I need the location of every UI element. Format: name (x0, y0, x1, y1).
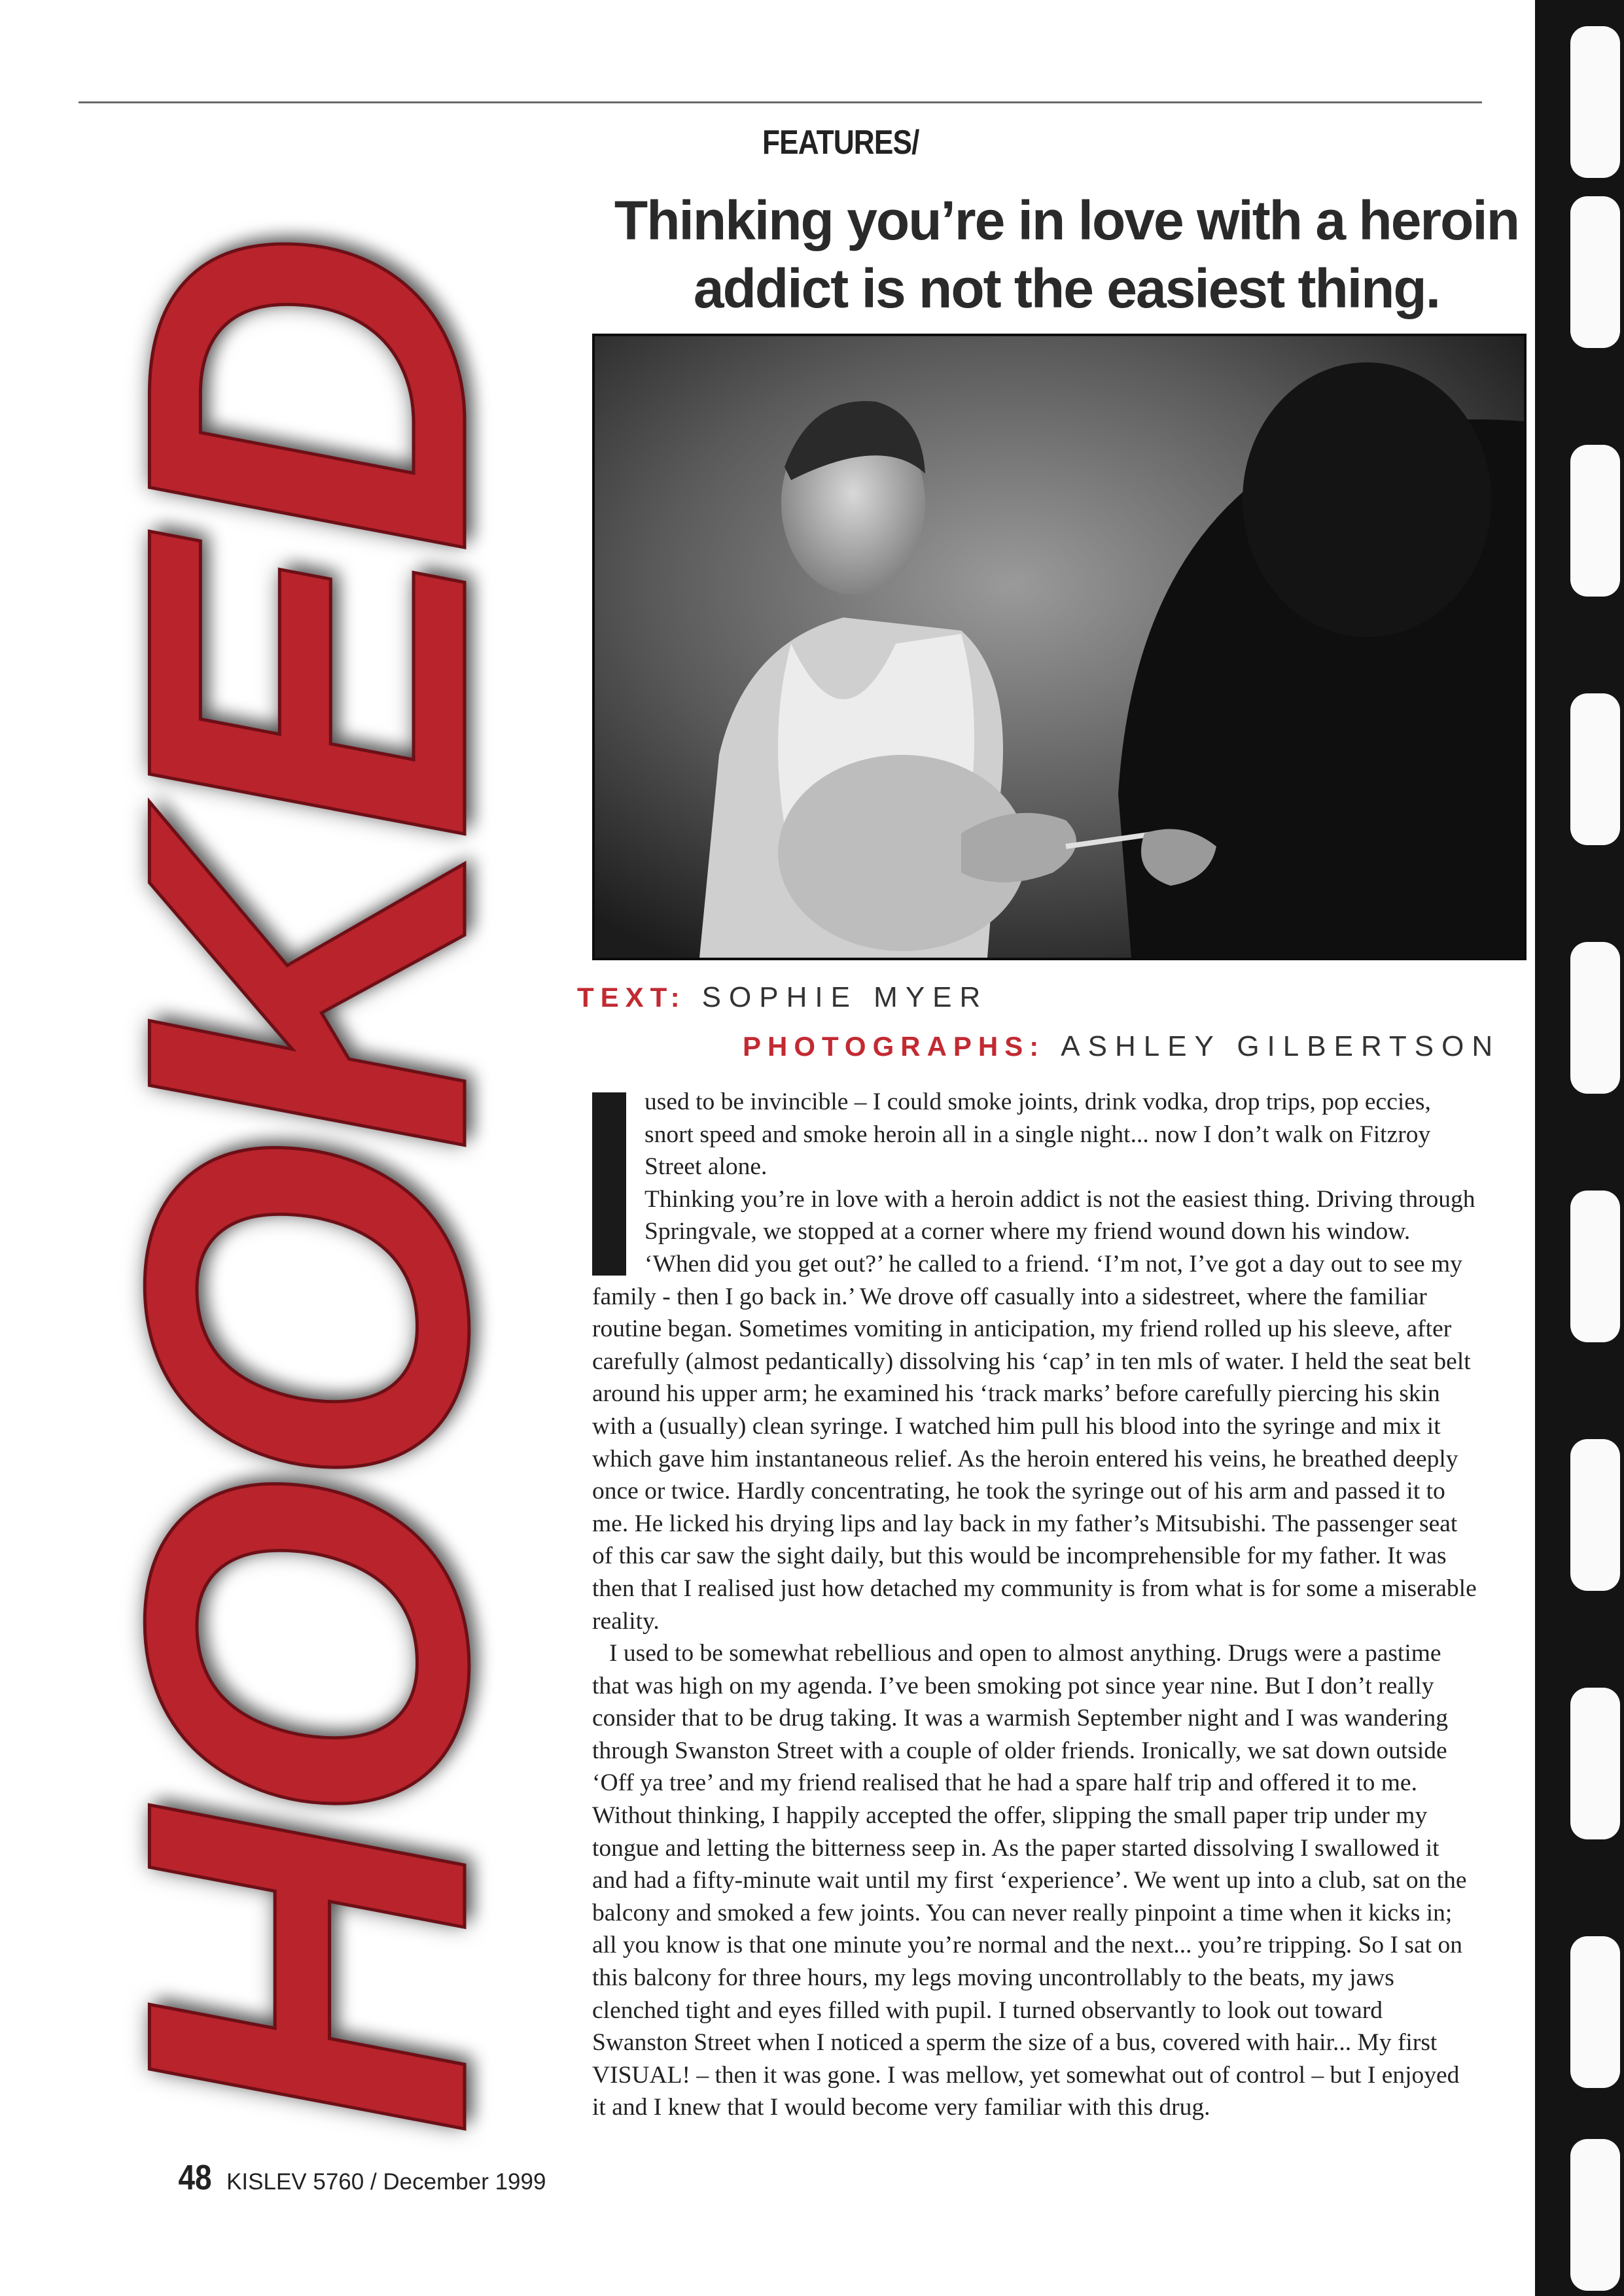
page-number: 48 (178, 2158, 212, 2197)
article-paragraph-2: Thinking you’re in love with a heroin addict is not the easiest thing. Driving through Springvale, we stopped at a corner where my friend wound down his window. ‘When did you get out?’ he called to a friend. ‘I’m not, I’ve got a day out to see my family - then I go back in.’ We drove off casually into a sidestreet, where the familiar routine began. Sometimes vomiting in anticipation, my friend rolled up his sleeve, after carefully (almost pedantically) dissolving his ‘cap’ in ten mls of water. I held the seat belt around his upper arm; he examined his ‘track marks’ before carefully piercing his skin with a (usually) clean syringe. I watched him pull his blood into the syringe and mix it which gave him instantaneous relief. As the heroin entered his veins, he breathed deeply once or twice. Hardly concentrating, he took the syringe out of his arm and passed it to me. He licked his drying lips and lay back in my father’s Mitsubishi. The passenger seat of this car saw the sight daily, but this would be incomprehensible for my father. It was then that I realised just how detached my community is from what is for some a miserable reality. (592, 1185, 1477, 1635)
top-rule (79, 101, 1482, 103)
feature-photograph (592, 334, 1527, 960)
page-footer (175, 2157, 546, 2198)
film-strip-border (1535, 0, 1624, 2296)
credit-text-label: TEXT: (577, 982, 686, 1013)
film-sprocket (1570, 196, 1620, 348)
film-sprocket (1570, 2139, 1620, 2291)
credit-text-name: SOPHIE MYER (701, 981, 989, 1013)
film-sprocket (1570, 942, 1620, 1094)
section-label: FEATURES/ (762, 124, 919, 162)
film-sprocket (1570, 1688, 1620, 1839)
drop-cap-i (592, 1092, 626, 1276)
article-body (592, 1086, 1479, 2124)
masthead-text: HOOKED (50, 244, 562, 2137)
issue-info: KISLEV 5760 / December 1999 (226, 2169, 546, 2195)
credit-photo-name: ASHLEY GILBERTSON (1061, 1030, 1501, 1062)
headline-line-1: Thinking you’re in love with a heroin (614, 190, 1519, 251)
headline-line-2: addict is not the easiest thing. (693, 258, 1440, 319)
film-sprocket (1570, 693, 1620, 845)
article-paragraph-1: used to be invincible – I could smoke joints, drink vodka, drop trips, pop eccies, snort speed and smoke heroin all in a single night... now I don’t walk on Fitzroy Street alone. (644, 1088, 1431, 1181)
film-sprocket (1570, 26, 1620, 178)
film-sprocket (1570, 445, 1620, 597)
credit-text (577, 981, 988, 1014)
credit-photo-label: PHOTOGRAPHS: (743, 1031, 1046, 1062)
headline (569, 186, 1564, 322)
film-sprocket (1570, 1936, 1620, 2088)
photo-illustration (595, 336, 1524, 958)
credit-photographs (743, 1030, 1500, 1063)
masthead-vertical (50, 105, 562, 2276)
article-paragraph-3: I used to be somewhat rebellious and open to almost anything. Drugs were a pastime that was high on my agenda. I’ve been smoking pot since year nine. But I don’t really consider that to be drug taking. It was a warmish September night and I was wandering through Swanston Street with a couple of older friends. Ironically, we sat down outside ‘Off ya tree’ and my friend realised that he had a spare half trip and offered it to me. Without thinking, I happily accepted the offer, slipping the small paper trip under my tongue and letting the bitterness seep in. As the paper started dissolving I swallowed it and had a fifty-minute wait until my first ‘experience’. We went up into a club, sat on the balcony and smoked a few joints. You can never really pinpoint a time when it kicks in; all you know is that one minute you’re normal and the next... you’re tripping. So I sat on this balcony for three hours, my legs moving uncontrollably to the beats, my jaws clenched tight and eyes filled with pupil. I turned observantly to look out toward Swanston Street when I noticed a sperm the size of a bus, covered with hair... My first VISUAL! – then it was gone. I was mellow, yet somewhat out of control – but I enjoyed it and I knew that I would become very familiar with this drug. (592, 1640, 1467, 2121)
film-sprocket (1570, 1191, 1620, 1342)
film-sprocket (1570, 1439, 1620, 1591)
